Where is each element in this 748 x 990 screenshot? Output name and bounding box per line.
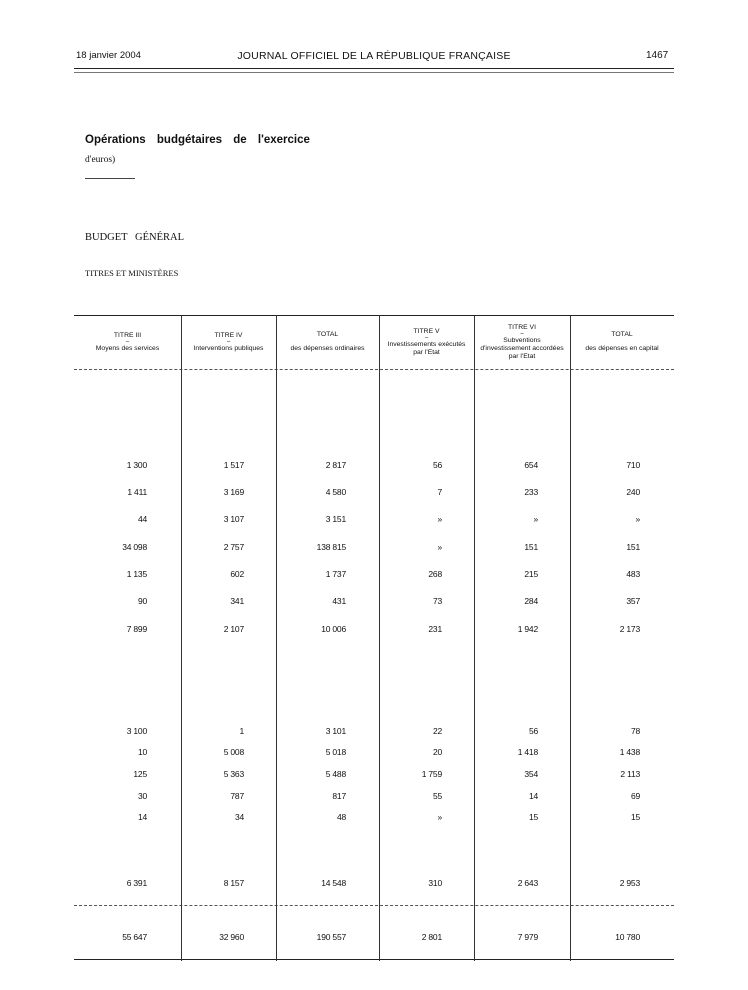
table-cell: 4 580 — [325, 487, 346, 497]
column-header-dash: – — [226, 338, 231, 345]
table-total-rule — [74, 905, 674, 906]
table-cell: 1 300 — [126, 460, 147, 470]
table-cell: 3 101 — [325, 726, 346, 736]
table-cell: 48 — [336, 812, 346, 822]
table-cell: 5 008 — [223, 747, 244, 757]
table-cell: 2 173 — [619, 624, 640, 634]
table-cell: 354 — [524, 769, 538, 779]
page-number: 1467 — [646, 50, 669, 61]
table-cell: 1 759 — [421, 769, 442, 779]
header-date: 18 janvier 2004 — [76, 50, 141, 61]
table-cell: 34 098 — [122, 542, 147, 552]
table-cell: 30 — [137, 791, 147, 801]
table-cell: 2 113 — [620, 769, 640, 779]
table-cell: 341 — [230, 596, 244, 606]
table-cell: 1 135 — [126, 569, 147, 579]
table-cell: 2 953 — [619, 878, 640, 888]
table-cell: 90 — [137, 596, 147, 606]
table-cell: 1 438 — [619, 747, 640, 757]
table-cell: 268 — [428, 569, 442, 579]
table-cell: 215 — [524, 569, 538, 579]
journal-title: JOURNAL OFFICIEL DE LA RÉPUBLIQUE FRANÇAISE — [237, 50, 511, 62]
document-title: Opérations budgétaires de l'exercice — [85, 134, 310, 146]
table-cell: 56 — [432, 460, 442, 470]
total-cell: 32 960 — [219, 932, 244, 942]
table-cell: » — [533, 514, 538, 524]
column-header-dash: – — [520, 330, 524, 337]
column-header-subtitle: Subventions d'investissement accordées par l'Etat — [480, 336, 564, 360]
column-header-title: TITRE III — [113, 331, 142, 339]
table-cell: 7 — [437, 487, 442, 497]
table-cell: 55 — [432, 791, 442, 801]
table-cell: 3 151 — [325, 514, 346, 524]
budget-table — [74, 315, 674, 961]
table-cell: 14 — [528, 791, 538, 801]
table-cell: 710 — [626, 460, 640, 470]
column-header-title: TOTAL — [316, 331, 339, 338]
table-cell: 233 — [524, 487, 538, 497]
column-header — [74, 315, 181, 369]
total-cell: 55 647 — [122, 932, 147, 942]
column-divider — [570, 315, 571, 961]
column-header — [181, 315, 276, 369]
column-header-subtitle: Interventions publiques — [193, 344, 264, 352]
table-cell: 78 — [630, 726, 640, 736]
table-cell: 2 817 — [325, 460, 346, 470]
column-header — [379, 315, 474, 369]
table-cell: 14 548 — [321, 878, 346, 888]
column-header-title: TITRE IV — [214, 331, 243, 339]
table-cell: 73 — [432, 596, 442, 606]
table-cell: 1 — [239, 726, 244, 736]
table-cell: 10 006 — [321, 624, 346, 634]
table-cell: 483 — [626, 569, 640, 579]
table-cell: 2 757 — [223, 542, 244, 552]
column-header — [276, 315, 379, 369]
table-cell: 14 — [137, 812, 147, 822]
table-cell: 10 — [137, 747, 147, 757]
column-divider — [181, 315, 182, 961]
table-cell: 817 — [332, 791, 346, 801]
table-cell: 56 — [528, 726, 538, 736]
table-cell: 20 — [432, 747, 442, 757]
table-cell: 151 — [524, 542, 538, 552]
table-cell: 5 018 — [325, 747, 346, 757]
table-bottom-rule — [74, 959, 674, 960]
column-header-subtitle: des dépenses ordinaires — [290, 345, 365, 352]
table-cell: 654 — [524, 460, 538, 470]
table-cell: 431 — [332, 596, 346, 606]
unit-fragment: d'euros) — [85, 155, 116, 165]
section-heading: TITRES ET MINISTÈRES — [85, 268, 179, 278]
table-cell: 3 107 — [223, 514, 244, 524]
table-cell: 2 643 — [517, 878, 538, 888]
column-header-subtitle: Investissements exécutés par l'Etat — [387, 340, 466, 356]
total-cell: 190 557 — [316, 932, 346, 942]
title-underline — [85, 178, 135, 179]
table-cell: » — [437, 514, 442, 524]
column-header-subtitle: des dépenses en capital — [585, 345, 659, 352]
budget-heading: BUDGET GÉNÉRAL — [85, 232, 185, 243]
table-cell: 1 737 — [325, 569, 346, 579]
column-header-title: TITRE VI — [508, 323, 536, 331]
table-cell: 1 517 — [223, 460, 244, 470]
column-header-title: TOTAL — [611, 331, 633, 338]
table-cell: 15 — [630, 812, 640, 822]
table-cell: 1 942 — [517, 624, 538, 634]
header-rule — [74, 68, 674, 69]
table-cell: 1 418 — [517, 747, 538, 757]
table-cell: 1 411 — [127, 487, 147, 497]
table-cell: 5 363 — [223, 769, 244, 779]
table-cell: 231 — [428, 624, 442, 634]
table-cell: » — [437, 812, 442, 822]
column-divider — [379, 315, 380, 961]
table-cell: 22 — [432, 726, 442, 736]
column-header-dash: – — [125, 338, 130, 345]
table-cell: 8 157 — [223, 878, 244, 888]
column-header — [570, 315, 674, 369]
total-cell: 10 780 — [615, 932, 640, 942]
table-cell: 2 107 — [223, 624, 244, 634]
table-cell: 138 815 — [316, 542, 346, 552]
table-cell: 151 — [626, 542, 640, 552]
header-rule-thin — [74, 72, 674, 73]
table-cell: 44 — [137, 514, 147, 524]
total-cell: 2 801 — [421, 932, 442, 942]
column-header — [474, 315, 570, 369]
table-cell: 3 169 — [223, 487, 244, 497]
table-cell: 69 — [630, 791, 640, 801]
table-cell: 3 100 — [126, 726, 147, 736]
table-cell: 125 — [133, 769, 147, 779]
table-cell: 6 391 — [126, 878, 147, 888]
table-cell: 357 — [626, 596, 640, 606]
table-cell: 602 — [230, 569, 244, 579]
table-cell: 7 899 — [126, 624, 147, 634]
total-cell: 7 979 — [517, 932, 538, 942]
column-divider — [474, 315, 475, 961]
table-cell: 15 — [528, 812, 538, 822]
table-cell: » — [635, 514, 640, 524]
table-cell: 284 — [524, 596, 538, 606]
column-divider — [276, 315, 277, 961]
table-cell: 310 — [428, 878, 442, 888]
column-header-dash: – — [424, 334, 429, 341]
table-header-rule — [74, 369, 674, 370]
column-header-title: TITRE V — [413, 327, 440, 335]
table-cell: 5 488 — [325, 769, 346, 779]
column-header-subtitle: Moyens des services — [95, 344, 160, 352]
table-cell: 34 — [234, 812, 244, 822]
table-cell: » — [437, 542, 442, 552]
table-cell: 787 — [230, 791, 244, 801]
table-cell: 240 — [626, 487, 640, 497]
